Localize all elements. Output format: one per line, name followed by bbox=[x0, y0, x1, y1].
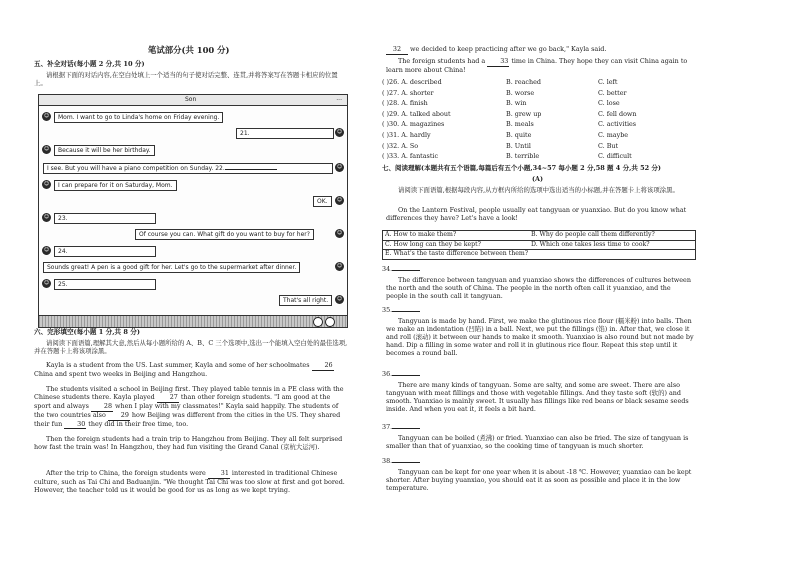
paragraph-37: Tangyuan can be boiled (煮沸) or fried. Yuanxiao can also be fried. The size of tangyuan is smaller than that of yuanxiao, so the cooking time of tangyuan is much shorter. bbox=[386, 434, 689, 450]
left-column bbox=[30, 0, 350, 561]
text: Kayla is a student from the US. Last summer, Kayla and some of her schoolmates bbox=[46, 361, 310, 369]
mother-avatar-icon: ☺ bbox=[43, 146, 50, 152]
option-row bbox=[382, 79, 692, 90]
section6-heading: 六、完形填空(每小题 1 分,共 8 分) bbox=[34, 328, 141, 336]
chat-input-bar[interactable] bbox=[39, 315, 347, 327]
cloze-paragraph-5 bbox=[386, 58, 694, 74]
blank-label: 23. bbox=[58, 215, 68, 222]
chat-blank-24[interactable] bbox=[54, 246, 156, 257]
blank-30[interactable]: 30 bbox=[64, 421, 86, 430]
option-c[interactable]: C. activities bbox=[598, 120, 637, 129]
option-c[interactable]: C. fell down bbox=[598, 109, 637, 118]
option-b[interactable]: B. Until bbox=[506, 141, 531, 150]
cloze-options bbox=[382, 79, 692, 164]
blank-33[interactable]: 33 bbox=[487, 58, 509, 67]
text: than other foreign students. "I am good at the sport and always bbox=[34, 392, 331, 410]
text: The students visited a school in Beijing first. They played table tennis in a PE class with the Chinese students there. Kayla played bbox=[34, 385, 344, 401]
paragraph-38: Tangyuan can be kept for one year when it is about -18 ℃. However, yuanxiao can be kept shorter. After buying yuanxiao, you should eat it as soon as possible and place it in the low temperature. bbox=[386, 468, 692, 492]
option-a[interactable]: ( )28. A. finish bbox=[382, 99, 428, 108]
option-a[interactable]: ( )26. A. described bbox=[382, 78, 442, 86]
blank-29[interactable]: 29 bbox=[108, 412, 130, 421]
option-b[interactable]: B. quite bbox=[506, 130, 532, 139]
q-number: 35. bbox=[382, 306, 393, 314]
question-34[interactable] bbox=[382, 266, 420, 274]
chat-header bbox=[39, 95, 347, 106]
mother-avatar-icon: ☺ bbox=[43, 181, 50, 187]
son-avatar-icon: ☺ bbox=[336, 230, 343, 236]
text: interested in traditional Chinese culture, such as Tai Chi and Baduanjin. "We thought Tai Chi was too slow at first and got bored. However, the teacher told us it would be good for us as long as we kept trying. bbox=[34, 469, 345, 494]
chat-blank-25[interactable] bbox=[54, 279, 156, 290]
text: After the trip to China, the foreign students were bbox=[46, 469, 206, 477]
blank-32[interactable]: 32 bbox=[386, 46, 408, 55]
son-avatar-icon: ☺ bbox=[336, 129, 343, 135]
cloze-paragraph-2 bbox=[34, 386, 348, 429]
chat-blank-23[interactable] bbox=[54, 213, 156, 224]
option-a[interactable]: ( )33. A. fantastic bbox=[382, 152, 439, 161]
blank-27[interactable]: 27 bbox=[157, 394, 179, 403]
question-35[interactable] bbox=[382, 307, 420, 315]
text: how Beijing was different from the cities in the US. They shared their fun bbox=[34, 410, 341, 428]
option-b[interactable]: B. terrible bbox=[506, 152, 540, 161]
box-row bbox=[383, 250, 695, 259]
mother-avatar-icon: ☺ bbox=[43, 247, 50, 253]
more-icon[interactable]: ... bbox=[336, 95, 342, 102]
q-number: 37. bbox=[382, 423, 393, 431]
option-c[interactable]: C. lose bbox=[598, 99, 620, 108]
option-row bbox=[382, 90, 692, 101]
option-c[interactable]: C. better bbox=[598, 88, 627, 97]
option-c: C. How long can they be kept? bbox=[385, 240, 481, 248]
option-a[interactable]: ( )29. A. talked about bbox=[382, 109, 451, 118]
mother-avatar-icon: ☺ bbox=[43, 214, 50, 220]
blank-label: 24. bbox=[58, 248, 68, 255]
option-b[interactable]: B. meals bbox=[506, 120, 534, 129]
option-e: E. What's the taste difference between them? bbox=[385, 250, 529, 257]
text: China and spent two weeks in Beijing and Hangzhou. bbox=[34, 369, 208, 378]
heading-options-box bbox=[382, 230, 696, 260]
question-38[interactable] bbox=[382, 458, 420, 466]
q-number: 38. bbox=[382, 457, 393, 465]
section7-heading: 七、阅读理解(本题共有五个语篇,每篇后有五个小题,34~57 每小题 2 分,58 题 4 分,共 52 分) bbox=[382, 164, 661, 172]
cloze-paragraph-4 bbox=[34, 470, 348, 495]
option-b[interactable]: B. worse bbox=[506, 88, 535, 97]
mother-avatar-icon: ☺ bbox=[43, 113, 50, 119]
blank-26[interactable]: 26 bbox=[312, 362, 334, 371]
answer-blank[interactable] bbox=[392, 462, 420, 463]
son-avatar-icon: ☺ bbox=[336, 296, 343, 302]
section5-heading: 五、补全对话(每小题 2 分,共 10 分) bbox=[34, 60, 145, 68]
answer-blank[interactable] bbox=[392, 375, 420, 376]
box-row bbox=[383, 241, 695, 251]
option-c[interactable]: C. difficult bbox=[598, 152, 632, 161]
paragraph-35: Tangyuan is made by hand. First, we make the glutinous rice flour (糯米粉) into balls. Then we make an indentation (凹陷) in a ball. Next, we put the fillings (馅) in. After that, we close it and roll (滚动) it between our hands to make it smooth. Yuanxiao is also round but not made by hand. Dip a filling in some water and roll it in glutinous rice flour. Repeat this step until it becomes a round ball. bbox=[386, 317, 694, 357]
text: when I play with my classmates!" Kayla said happily. The students of the two countries also bbox=[34, 401, 339, 419]
option-a: A. How to make them? bbox=[385, 231, 457, 238]
cloze-paragraph-4-cont bbox=[386, 46, 694, 55]
reading-intro: On the Lantern Festival, people usually eat tangyuan or yuanxiao. But do you know what differences they have? Let's have a look! bbox=[386, 206, 687, 222]
section5-instructions: 请根据下面的对话内容,在空白处填上一个适当的句子使对话完整、连贯,并将答案写在答题卡相应的位置上。 bbox=[34, 71, 338, 87]
answer-blank[interactable] bbox=[392, 311, 420, 312]
option-a[interactable]: ( )32. A. So bbox=[382, 141, 419, 150]
chat-message-left: Because it will be her birthday. bbox=[54, 145, 155, 156]
section7-instructions: 请阅读下面语篇,根据每段内容,从方框内所给的选项中选出适当的小标题,并在答题卡上将该项涂黑。 bbox=[398, 186, 679, 194]
option-row bbox=[382, 132, 692, 143]
option-row bbox=[382, 153, 692, 164]
son-avatar-icon: ☺ bbox=[336, 263, 343, 269]
chat-message-right: That's all right. bbox=[279, 295, 332, 306]
chat-message-right: OK. bbox=[313, 196, 332, 207]
q-number: 36. bbox=[382, 370, 393, 378]
son-avatar-icon: ☺ bbox=[336, 164, 343, 170]
option-a[interactable]: ( )27. A. shorter bbox=[382, 88, 434, 97]
chat-message-left: I can prepare for it on Saturday, Mom. bbox=[54, 180, 177, 191]
option-b[interactable]: B. win bbox=[506, 99, 527, 108]
chat-message-right: Sounds great! A pen is a good gift for her. Let's go to the supermarket after dinner. bbox=[43, 262, 300, 273]
emoji-icon[interactable] bbox=[313, 317, 323, 327]
chat-blank-21[interactable] bbox=[236, 128, 334, 139]
blank-label: 21. bbox=[240, 130, 250, 137]
option-c[interactable]: C. But bbox=[598, 141, 619, 150]
chat-title: Son bbox=[185, 96, 197, 103]
blank-line bbox=[225, 169, 277, 170]
plus-icon[interactable] bbox=[325, 317, 335, 327]
chat-text: I see. But you will have a piano competition on Sunday. 22. bbox=[47, 165, 225, 172]
paragraph-36: There are many kinds of tangyuan. Some are salty, and some are sweet. There are also tangyuan with meat fillings and those with vegetable fillings. And they taste soft (软的) and smooth. Yuanxiao is mainly sweet. It usually has fillings like red beans or black sesame seeds inside. And when you eat it, it feels a bit hard. bbox=[386, 381, 689, 413]
cloze-paragraph-3: Then the foreign students had a train trip to Hangzhou from Beijing. They all felt surprised how fast the train was! In Hangzhou, they had fun visiting the Grand Canal (京杭大运河). bbox=[34, 435, 343, 451]
option-c[interactable]: C. left bbox=[598, 78, 618, 86]
cloze-paragraph-1 bbox=[34, 362, 348, 378]
chat-message-right: Of course you can. What gift do you want to buy for her? bbox=[135, 229, 314, 240]
text: The foreign students had a bbox=[398, 57, 486, 65]
blank-label: 25. bbox=[58, 281, 68, 288]
option-c[interactable]: C. maybe bbox=[598, 130, 629, 139]
option-a[interactable]: ( )31. A. hardly bbox=[382, 130, 431, 139]
option-b[interactable]: B. reached bbox=[506, 78, 541, 86]
box-row bbox=[383, 231, 695, 241]
section6-instructions: 请阅读下面语篇,理解其大意,然后从每小题所给的 A、B、C 三个选项中,选出一个能填入空白处的最佳选项,并在答题卡上将该项涂黑。 bbox=[34, 339, 348, 355]
question-37[interactable] bbox=[382, 424, 420, 432]
paragraph-34: The difference between tangyuan and yuanxiao shows the differences of cultures between the north and the south of China. The people in the north often call it yuanxiao, and the people in the south call it tangyuan. bbox=[386, 276, 691, 300]
option-a[interactable]: ( )30. A. magazines bbox=[382, 120, 445, 129]
q-number: 34. bbox=[382, 265, 393, 273]
mother-avatar-icon: ☺ bbox=[43, 280, 50, 286]
text: time in China. They hope they can visit China again to learn more about China! bbox=[386, 57, 688, 74]
text: they did in their free time, too. bbox=[88, 419, 189, 428]
son-avatar-icon: ☺ bbox=[336, 197, 343, 203]
answer-blank[interactable] bbox=[392, 270, 420, 271]
part-a-label: (A) bbox=[532, 175, 544, 183]
right-column bbox=[382, 0, 694, 561]
chat-message-left: Mom. I want to go to Linda's home on Friday evening. bbox=[54, 112, 223, 123]
chat-message-right-with-blank-22[interactable] bbox=[43, 163, 333, 174]
option-b: B. Why do people call them differently? bbox=[531, 231, 655, 238]
option-d: D. Which one takes less time to cook? bbox=[531, 240, 650, 248]
blank-31[interactable]: 31 bbox=[208, 470, 230, 479]
answer-blank[interactable] bbox=[392, 428, 420, 429]
option-b[interactable]: B. grew up bbox=[506, 109, 542, 118]
chat-window bbox=[38, 94, 348, 328]
blank-28[interactable]: 28 bbox=[91, 403, 113, 412]
question-36[interactable] bbox=[382, 371, 420, 379]
page-title: 笔试部分(共 100 分) bbox=[148, 45, 230, 55]
text: we decided to keep practicing after we go back," Kayla said. bbox=[410, 45, 607, 53]
